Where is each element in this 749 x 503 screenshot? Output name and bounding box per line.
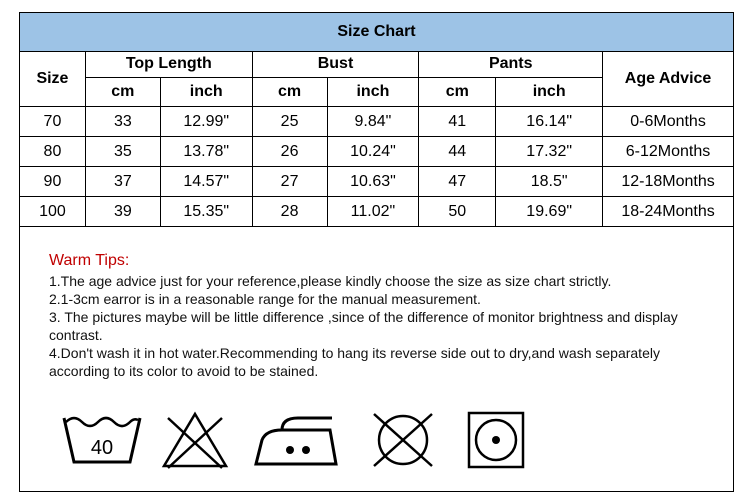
subheader-cm: cm [85,77,160,106]
cell-top-inch: 15.35" [160,197,252,227]
tip-line: 1.The age advice just for your reference,please kindly choose the size as size chart strictly. [49,273,612,289]
cell-top-cm: 33 [85,107,160,137]
tumble-dry-icon [466,410,526,470]
cell-bust-inch: 10.63" [327,167,419,197]
subheader-cm: cm [419,77,496,106]
no-dry-clean-icon [368,410,438,470]
cell-pants-inch: 19.69" [496,197,603,227]
table-row [20,167,734,197]
cell-top-inch: 13.78" [160,137,252,167]
cell-pants-inch: 17.32" [496,137,603,167]
cell-age: 12-18Months [603,167,734,197]
cell-size: 70 [20,107,86,137]
cell-pants-cm: 50 [419,197,496,227]
cell-bust-cm: 27 [252,167,327,197]
subheader-cm: cm [252,77,327,106]
header-size: Size [20,52,86,107]
chart-title: Size Chart [20,13,734,52]
cell-pants-cm: 47 [419,167,496,197]
cell-bust-inch: 9.84" [327,107,419,137]
cell-pants-inch: 18.5" [496,167,603,197]
cell-top-cm: 35 [85,137,160,167]
header-age-advice: Age Advice [603,52,734,107]
header-pants: Pants [419,52,603,78]
tip-line: 2.1-3cm earror is in a reasonable range for the manual measurement. [49,291,481,307]
table-row [20,107,734,137]
no-bleach-icon [160,410,230,470]
cell-bust-cm: 28 [252,197,327,227]
iron-medium-icon [252,410,342,470]
cell-pants-cm: 44 [419,137,496,167]
cell-bust-inch: 11.02" [327,197,419,227]
care-icons [0,410,749,470]
cell-age: 0-6Months [603,107,734,137]
tip-line: 4.Don't wash it in hot water.Recommending to hang its reverse side out to dry,and wash separately according to its color to avoid to be stained. [49,345,660,379]
header-bust: Bust [252,52,419,78]
wash-temp-label: 40 [90,437,114,459]
cell-pants-inch: 16.14" [496,107,603,137]
warm-tips [49,252,709,380]
cell-top-inch: 12.99" [160,107,252,137]
cell-top-inch: 14.57" [160,167,252,197]
cell-size: 80 [20,137,86,167]
cell-top-cm: 37 [85,167,160,197]
cell-pants-cm: 41 [419,107,496,137]
tips-heading: Warm Tips: [49,252,130,269]
subheader-inch: inch [496,77,603,106]
size-chart-table [19,12,734,227]
cell-top-cm: 39 [85,197,160,227]
subheader-inch: inch [327,77,419,106]
cell-age: 6-12Months [603,137,734,167]
table-row [20,137,734,167]
wash-40-icon [60,410,144,468]
cell-size: 90 [20,167,86,197]
header-top-length: Top Length [85,52,252,78]
cell-bust-cm: 26 [252,137,327,167]
subheader-inch: inch [160,77,252,106]
cell-size: 100 [20,197,86,227]
cell-bust-inch: 10.24" [327,137,419,167]
cell-age: 18-24Months [603,197,734,227]
table-row [20,197,734,227]
tip-line: 3. The pictures maybe will be little difference ,since of the difference of monitor brightness and display contrast. [49,309,678,343]
cell-bust-cm: 25 [252,107,327,137]
